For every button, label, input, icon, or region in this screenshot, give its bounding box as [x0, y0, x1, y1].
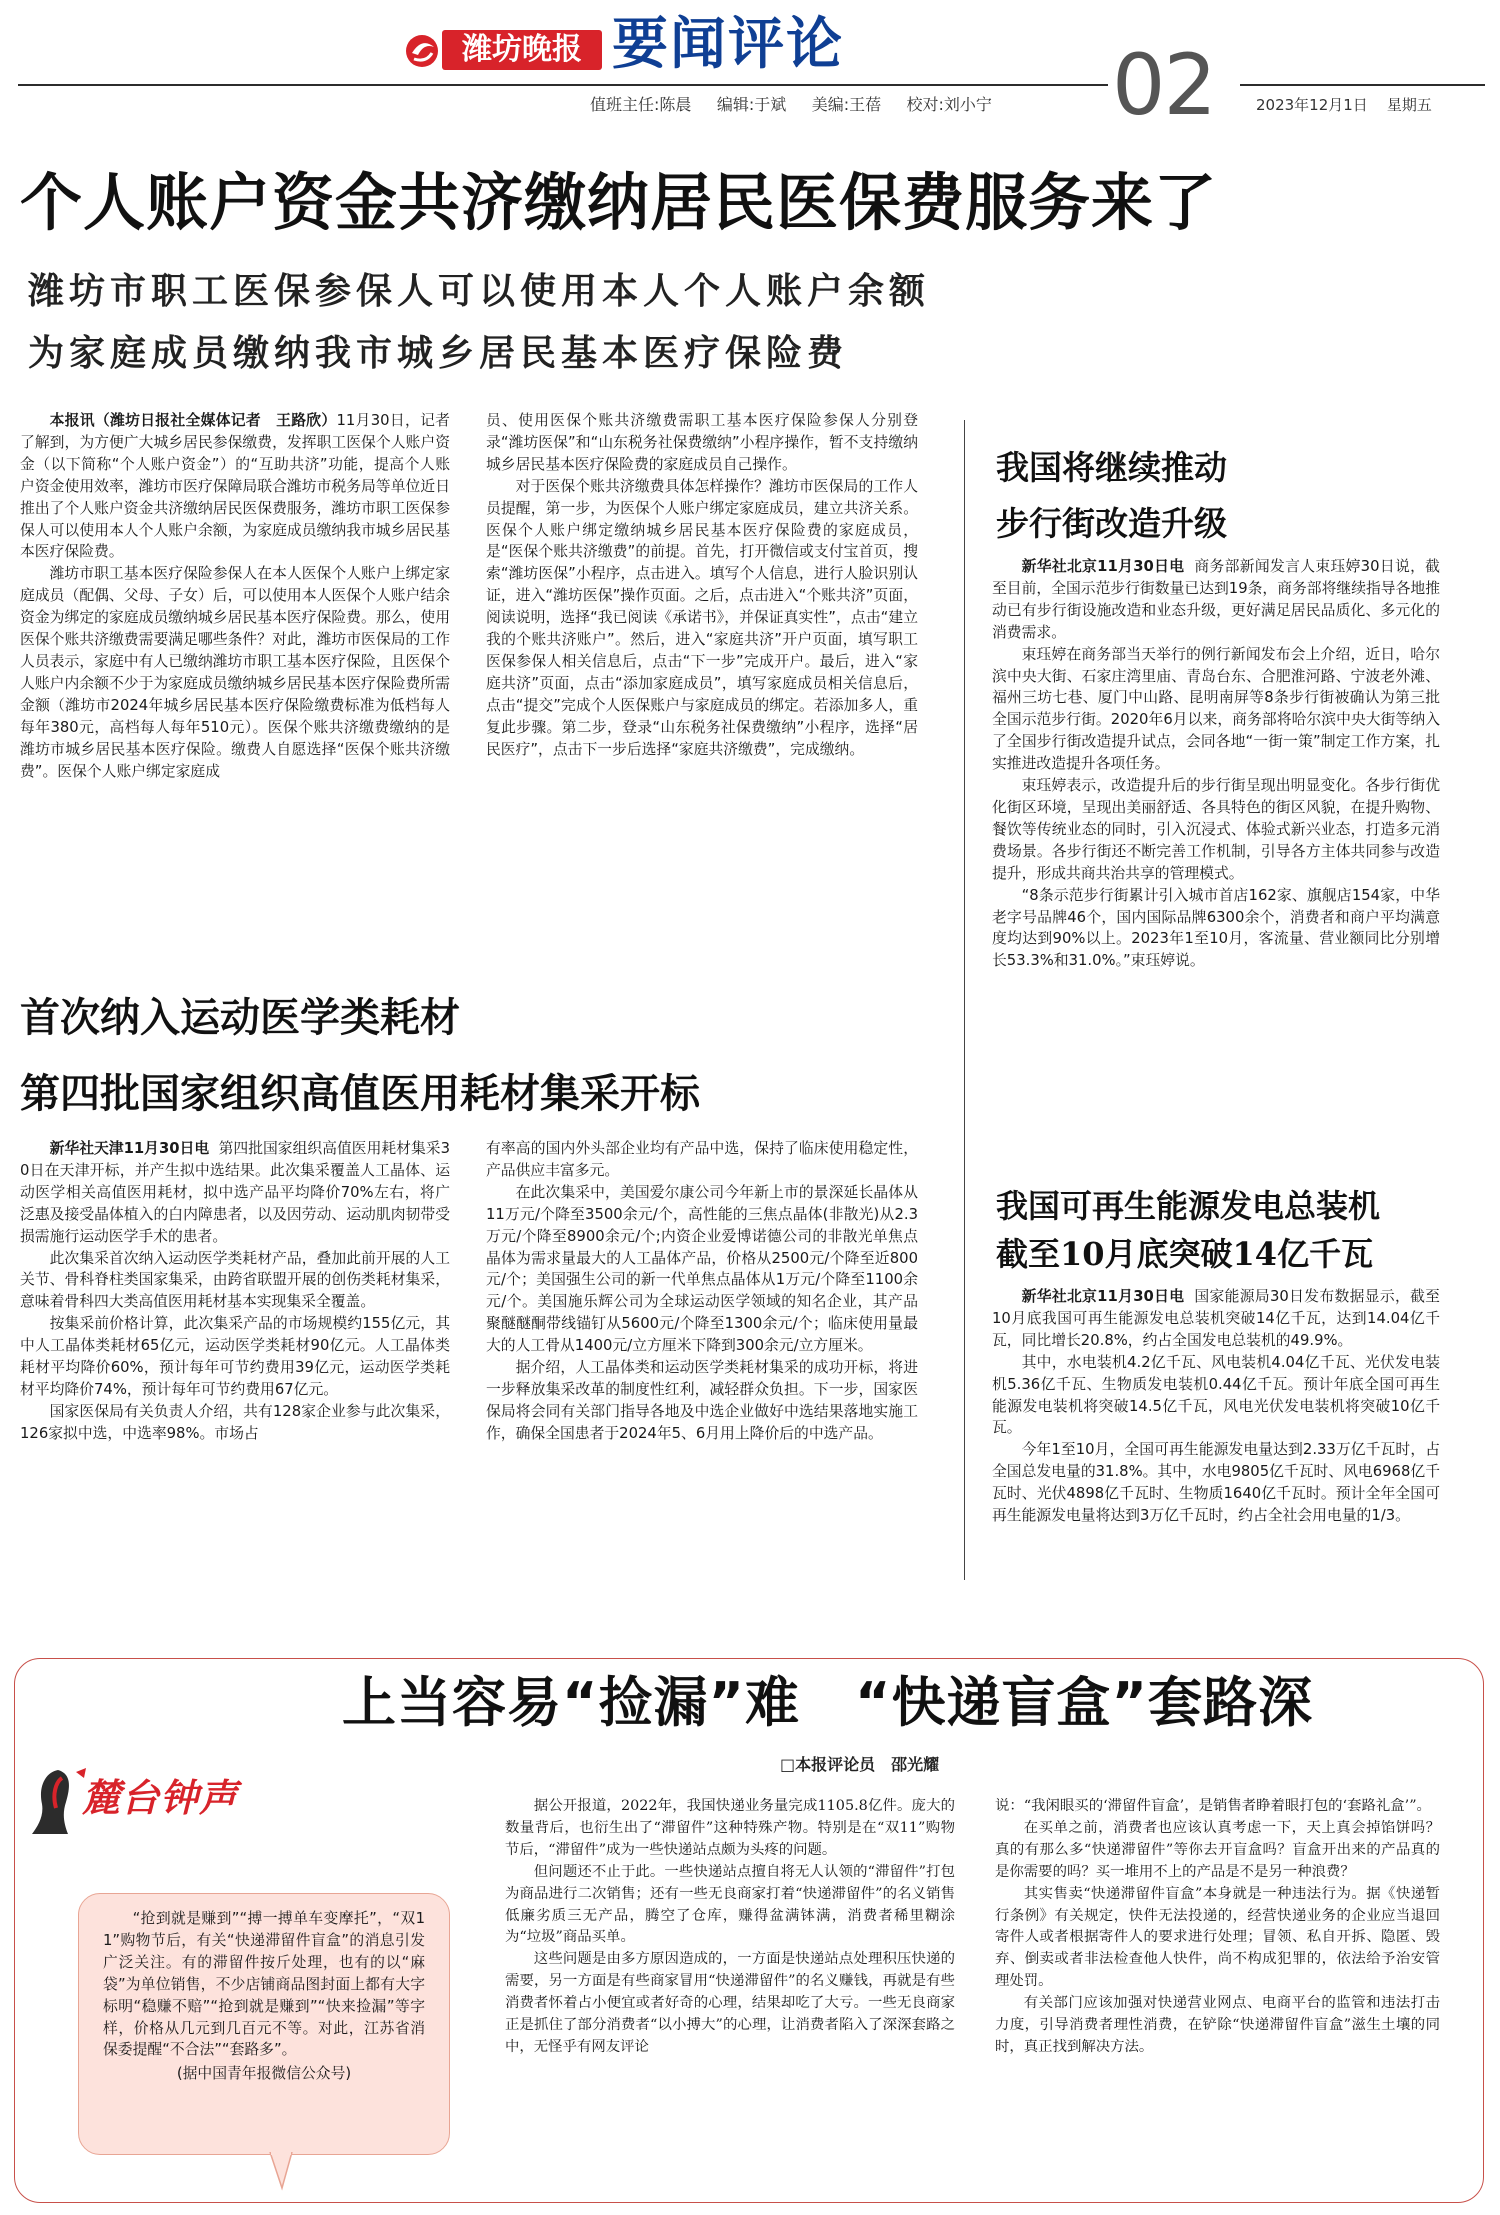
- commentary-paragraph: 这些问题是由多方原因造成的，一方面是快递站点处理积压快递的需要，另一方面是有些商家冒用“快递滞留件”的名义赚钱，再就是有些消费者怀着占小便宜或者好奇的心理，结果却吃了大亏。一些无良商家正是抓住了部分消费者“以小搏大”的心理，让消费者陷入了深深套路之中，无怪乎有网友评论: [505, 1951, 955, 2055]
- commentary-paragraph: 其实售卖“快递滞留件盲盒”本身就是一种违法行为。据《快递暂行条例》有关规定，快件无法投递的，经营快递业务的企业应当退回寄件人或者根据寄件人的要求进行处理；冒领、私自开拆、隐匿、毁弃、倒卖或者非法检查他人快件，尚不构成犯罪的，依法给予治安管理处罚。: [995, 1885, 1440, 1990]
- story2-headline-2: 第四批国家组织高值医用耗材集采开标: [20, 1071, 700, 1117]
- quote-box-tail: [268, 2152, 298, 2192]
- story2-paragraph: 在此次集采中，美国爱尔康公司今年新上市的景深延长晶体从11万元/个降至3500余元/个，高性能的三焦点晶体(非散光)从2.3万元/个降至8900余元/个;内资企业爱博诺德公司的非散光单焦点晶体为需求量最大的人工晶体产品，价格从2500元/个降至近800元/个；美国强生公司的新一代单焦点晶体从1万元/个降至1100余元/个。美国施乐辉公司为全球运动医学领域的知名企业，其产品聚醚醚酮带线锚钉从5600元/个降至1300余元/个；临床使用量最大的人工骨从1400元/立方厘米下降到300余元/立方厘米。: [486, 1183, 918, 1355]
- commentary-column-1: [505, 1796, 955, 2196]
- lead-paragraph: 本报讯（潍坊日报社全媒体记者 王路欣）11月30日，记者了解到，为方便广大城乡居民参保缴费，发挥职工医保个人账户资金（以下简称“个人账户资金”）的“互助共济”功能，提高个人账户资金使用效率，潍坊市医疗保障局联合潍坊市税务局等单位近日推出了个人账户资金共济缴纳居民医保费服务，潍坊市职工医保参保人可以使用本人个人账户余额，为家庭成员缴纳我市城乡居民基本医疗保险费。: [20, 412, 450, 561]
- story4-body: [992, 1286, 1440, 1586]
- quote-source: (据中国青年报微信公众号): [176, 2065, 352, 2083]
- column-name: 麓台钟声: [82, 1775, 239, 1820]
- story4-dateline: 新华社北京11月30日电: [1021, 1288, 1185, 1305]
- staff-art-editor: 美编:王蓓: [811, 95, 882, 114]
- lead-paragraph: 对于医保个账共济缴费具体怎样操作？潍坊市医保局的工作人员提醒，第一步，为医保个人账户绑定家庭成员，建立共济关系。医保个人账户绑定缴纳城乡居民基本医疗保险费的家庭成员，是“医保个账共济缴费”的前提。首先，打开微信或支付宝首页，搜索“潍坊医保”小程序，点击进入。填写个人信息，进行人脸识别认证，进入“潍坊医保”操作页面。之后，点击进入“个账共济”页面，阅读说明，选择“我已阅读《承诺书》，并保证真实性”，点击“建立我的个账共济账户”。然后，进入“家庭共济”开户页面，填写职工医保参保人相关信息后，点击“下一步”完成开户。最后，进入“家庭共济”页面，点击“添加家庭成员”，填写家庭成员相关信息后，点击“提交”完成个人医保账户与家庭成员的绑定。若添加多人，重复此步骤。第二步，登录“山东税务社保费缴纳”小程序，选择“居民医疗”，点击下一步后选择“家庭共济缴费”，完成缴纳。: [486, 477, 918, 758]
- story2-column-2: [486, 1138, 918, 1584]
- lead-paragraph: 员、使用医保个账共济缴费需职工基本医疗保险参保人分别登录“潍坊医保”和“山东税务社保费缴纳”小程序操作，暂不支持缴纳城乡居民基本医疗保险费的家庭成员自己操作。: [486, 412, 918, 473]
- column-divider: [964, 420, 965, 1580]
- staff-line: [590, 92, 992, 115]
- staff-duty-editor: 值班主任:陈晨: [590, 95, 692, 114]
- story3-paragraph: “8条示范步行街累计引入城市首店162家、旗舰店154家，中华老字号品牌46个，国内国际品牌6300余个，消费者和商户平均满意度均达到90%以上。2023年1至10月，客流量、营业额同比分别增长53.3%和31.0%。”束珏婷说。: [992, 886, 1440, 970]
- quote-text: “抢到就是赚到”“搏一搏单车变摩托”，“双11”购物节后，有关“快递滞留件盲盒”的消息引发广泛关注。有的滞留件按斤处理，也有的以“麻袋”为单位销售，不少店铺商品图封面上都有大字标明“稳赚不赔”“抢到就是赚到”“快来捡漏”等字样，价格从几元到几百元不等。对此，江苏省消保委提醒“不合法”“套路多”。: [103, 1910, 425, 2059]
- story3-body: [992, 556, 1440, 1176]
- commentary-byline: □本报评论员 邵光耀: [780, 1755, 940, 1774]
- masthead: [0, 0, 1500, 134]
- commentary-paragraph: 说：“我闲眼买的‘滞留件盲盒’，是销售者睁着眼打包的‘套路礼盒’”。: [995, 1798, 1431, 1814]
- story4-headline-2: 截至10月底突破14亿千瓦: [996, 1235, 1374, 1273]
- lead-paragraph: 潍坊市职工基本医疗保险参保人在本人医保个人账户上绑定家庭成员（配偶、父母、子女）后，可以使用本人医保个人账户结余资金为绑定的家庭成员缴纳城乡居民基本医疗保险费。那么，使用医保个账共济缴费需要满足哪些条件？对此，潍坊市医保局的工作人员表示，家庭中有人已缴纳潍坊市职工基本医疗保险，且医保个人账户内余额不少于为家庭成员缴纳城乡居民基本医疗保险费所需金额（潍坊市2024年城乡居民基本医疗保险缴费标准为低档每人每年380元，高档每人每年510元）。医保个账共济缴费缴纳的是潍坊市城乡居民基本医疗保险。缴费人自愿选择“医保个账共济缴费”。医保个人账户绑定家庭成: [20, 565, 450, 780]
- quote-box: [78, 1893, 450, 2155]
- story2-paragraph: 此次集采首次纳入运动医学类耗材产品，叠加此前开展的人工关节、骨科脊柱类国家集采，由跨省联盟开展的创伤类耗材集采，意味着骨科四大类高值医用耗材基本实现集采全覆盖。: [20, 1249, 450, 1311]
- story2-column-1: [20, 1138, 450, 1584]
- column-badge: [28, 1764, 288, 1840]
- date-line: [1256, 94, 1432, 115]
- lead-column-1: [20, 410, 450, 956]
- lead-dateline: 本报讯（潍坊日报社全媒体记者 王路欣）: [49, 412, 337, 429]
- issue-date: 2023年12月1日: [1256, 96, 1368, 114]
- story3-headline-1: 我国将继续推动: [996, 448, 1227, 487]
- lead-subhead-2: 为家庭成员缴纳我市城乡居民基本医疗保险费: [28, 332, 849, 374]
- story3-paragraph: 束珏婷表示，改造提升后的步行街呈现出明显变化。各步行街优化街区环境，呈现出美丽舒适、各具特色的街区风貌，在提升购物、餐饮等传统业态的同时，引入沉浸式、体验式新兴业态，打造多元消费场景。各步行街还不断完善工作机制，引导各方主体共同参与改造提升，形成共商共治共享的管理模式。: [992, 777, 1440, 882]
- bell-tower-icon: [28, 1764, 90, 1840]
- story4-paragraph: 新华社北京11月30日电 国家能源局30日发布数据显示，截至10月底我国可再生能源发电总装机突破14亿千瓦，达到14.04亿千瓦，同比增长20.8%，约占全国发电总装机的49.9%。: [992, 1288, 1440, 1349]
- commentary-paragraph: 有关部门应该加强对快递营业网点、电商平台的监管和违法打击力度，引导消费者理性消费，在铲除“快递滞留件盲盒”滋生土壤的同时，真正找到解决方法。: [995, 1995, 1440, 2055]
- staff-proofreader: 校对:刘小宁: [906, 95, 992, 114]
- commentary-column-2: [995, 1796, 1440, 2196]
- commentary-paragraph: 据公开报道，2022年，我国快递业务量完成1105.8亿件。庞大的数量背后，也衍生出了“滞留件”这种特殊产物。特别是在“双11”购物节后，“滞留件”成为一些快递站点颇为头疼的问题。: [505, 1798, 955, 1858]
- story2-dateline: 新华社天津11月30日电: [49, 1140, 210, 1157]
- commentary-headline: 上当容易“捡漏”难 “快递盲盒”套路深: [342, 1671, 1313, 1734]
- story4-paragraph: 今年1至10月，全国可再生能源发电量达到2.33万亿千瓦时，占全国总发电量的31.8%。其中，水电9805亿千瓦时、风电6968亿千瓦时、光伏4898亿千瓦时、生物质1640亿千瓦时。预计全年全国可再生能源发电量将达到3万亿千瓦时，约占全社会用电量的1/3。: [992, 1441, 1440, 1525]
- story2-paragraph: 据介绍，人工晶体类和运动医学类耗材集采的成功开标，将进一步释放集采改革的制度性红利，减轻群众负担。下一步，国家医保局将会同有关部门指导各地及中选企业做好中选结果落地实施工作，确保全国患者于2024年5、6月用上降价后的中选产品。: [486, 1359, 918, 1442]
- page-number: 02: [1112, 36, 1215, 134]
- story2-paragraph: 有率高的国内外头部企业均有产品中选，保持了临床使用稳定性，产品供应丰富多元。: [486, 1140, 918, 1179]
- issue-weekday: 星期五: [1386, 96, 1432, 114]
- lead-subhead-1: 潍坊市职工医保参保人可以使用本人个人账户余额: [28, 270, 931, 312]
- lead-column-2: [486, 410, 918, 956]
- staff-editor: 编辑:于斌: [716, 95, 787, 114]
- paper-name: 潍坊晚报: [442, 30, 602, 70]
- story2-headline-1: 首次纳入运动医学类耗材: [20, 995, 460, 1041]
- story3-headline-2: 步行街改造升级: [996, 504, 1227, 543]
- story3-paragraph: 束珏婷在商务部当天举行的例行新闻发布会上介绍，近日，哈尔滨中央大街、石家庄湾里庙、青岛台东、合肥淮河路、宁波老外滩、福州三坊七巷、厦门中山路、昆明南屏等8条步行街被确认为第三批全国示范步行街。2020年6月以来，商务部将哈尔滨中央大街等纳入了全国步行街改造提升试点，会同各地“一街一策”制定工作方案，扎实推进改造提升各项任务。: [992, 645, 1440, 773]
- section-title: 要闻评论: [612, 11, 844, 77]
- lead-headline: 个人账户资金共济缴纳居民医保费服务来了: [20, 166, 1218, 239]
- commentary-paragraph: 但问题还不止于此。一些快递站点擅自将无人认领的“滞留件”打包为商品进行二次销售；还有一些无良商家打着“快递滞留件”的名义销售低廉劣质三无产品，腾空了仓库，赚得盆满钵满，消费者稀里糊涂为“垃圾”商品买单。: [505, 1863, 955, 1946]
- masthead-rule: [18, 84, 1108, 86]
- story2-paragraph: 按集采前价格计算，此次集采产品的市场规模约155亿元，其中人工晶体类耗材65亿元，运动医学类耗材90亿元。人工晶体类耗材平均降价60%，预计每年可节约费用39亿元，运动医学类耗材平均降价74%，预计每年可节约费用67亿元。: [20, 1315, 450, 1398]
- story3-dateline: 新华社北京11月30日电: [1021, 558, 1185, 575]
- story4-headline-1: 我国可再生能源发电总装机: [996, 1187, 1381, 1225]
- newspaper-logo-icon: [404, 33, 440, 69]
- commentary-paragraph: 在买单之前，消费者也应该认真考虑一下，天上真会掉馅饼吗？真的有那么多“快递滞留件”等你去开盲盒吗？盲盒开出来的产品真的是你需要的吗？买一堆用不上的产品是不是另一种浪费？: [995, 1819, 1440, 1880]
- story2-paragraph: 国家医保局有关负责人介绍，共有128家企业参与此次集采，126家拟中选，中选率98%。市场占: [20, 1402, 450, 1442]
- story2-paragraph: 新华社天津11月30日电 第四批国家组织高值医用耗材集采30日在天津开标，并产生拟中选结果。此次集采覆盖人工晶体、运动医学相关高值医用耗材，拟中选产品平均降价70%左右，将广泛惠及接受晶体植入的白内障患者，以及因劳动、运动肌肉韧带受损需施行运动医学手术的患者。: [20, 1140, 450, 1245]
- story4-paragraph: 其中，水电装机4.2亿千瓦、风电装机4.04亿千瓦、光伏发电装机5.36亿千瓦、生物质发电装机0.44亿千瓦。预计年底全国可再生能源发电装机将突破14.5亿千瓦，风电光伏发电装机将突破10亿千瓦。: [992, 1353, 1440, 1437]
- story3-paragraph: 新华社北京11月30日电 商务部新闻发言人束珏婷30日说，截至目前，全国示范步行街数量已达到19条，商务部将继续指导各地推动已有步行街设施改造和业态升级，更好满足居民品质化、多元化的消费需求。: [992, 558, 1440, 641]
- masthead-rule-right: [1240, 84, 1485, 86]
